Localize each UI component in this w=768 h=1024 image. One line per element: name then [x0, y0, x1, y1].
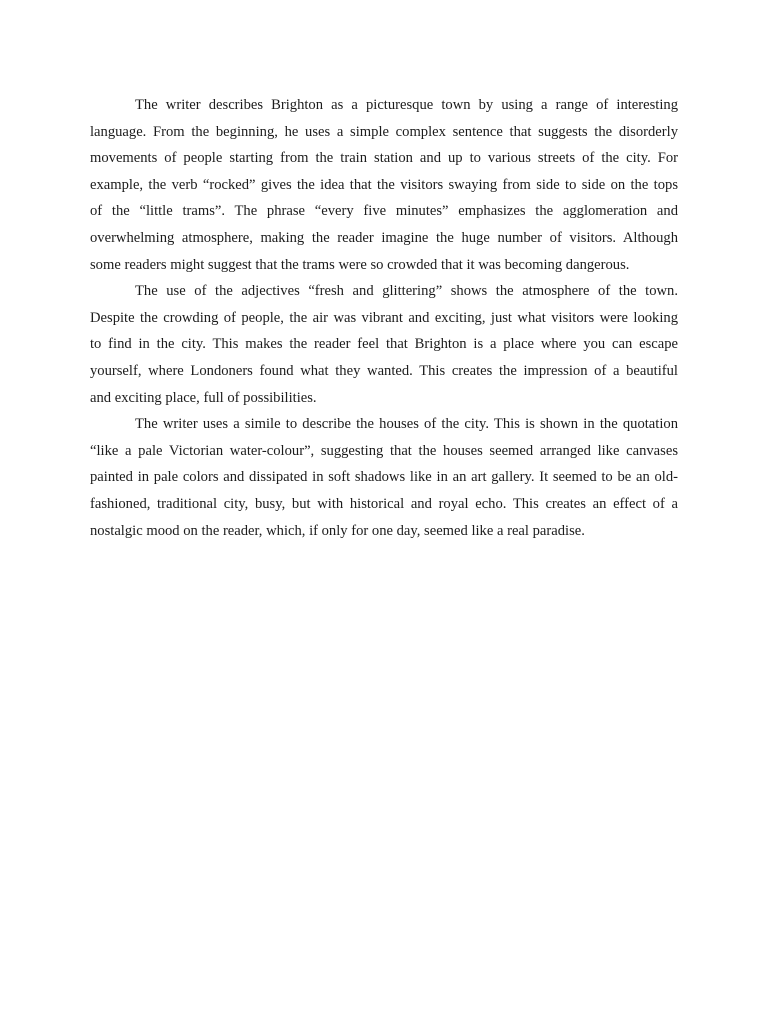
paragraph-brighton-language [90, 92, 678, 278]
text-line: The writer uses a simile to describe the houses of the city. This is shown in the quotation [135, 416, 678, 433]
text-line: movements of people starting from the train station and up to various streets of the city. For [90, 150, 678, 167]
text-line: Despite the crowding of people, the air was vibrant and exciting, just what visitors were looking [90, 309, 678, 326]
paragraph-adjectives [90, 278, 678, 411]
text-line: and exciting place, full of possibilities. [90, 389, 317, 406]
text-line: example, the verb “rocked” gives the idea that the visitors swaying from side to side on the tops [90, 176, 678, 193]
text-line: some readers might suggest that the trams were so crowded that it was becoming dangerous. [90, 256, 630, 273]
text-line: The writer describes Brighton as a picturesque town by using a range of interesting [135, 97, 678, 113]
text-line: language. From the beginning, he uses a simple complex sentence that suggests the disorderly [90, 123, 678, 140]
text-line: painted in pale colors and dissipated in soft shadows like in an art gallery. It seemed to be an old- [90, 469, 678, 486]
text-line: The use of the adjectives “fresh and glittering” shows the atmosphere of the town. [135, 283, 678, 300]
document-body [90, 92, 678, 544]
text-line: overwhelming atmosphere, making the reader imagine the huge number of visitors. Although [90, 229, 678, 246]
text-line: “like a pale Victorian water-colour”, suggesting that the houses seemed arranged like canvases [90, 442, 678, 459]
text-line: of the “little trams”. The phrase “every five minutes” emphasizes the agglomeration and [90, 203, 678, 220]
text-line: fashioned, traditional city, busy, but with historical and royal echo. This creates an effect of a [90, 495, 678, 512]
text-line: nostalgic mood on the reader, which, if only for one day, seemed like a real paradise. [90, 522, 585, 539]
text-line: yourself, where Londoners found what they wanted. This creates the impression of a beautiful [90, 362, 678, 379]
paragraph-simile [90, 411, 678, 544]
text-line: to find in the city. This makes the reader feel that Brighton is a place where you can escape [90, 336, 678, 353]
